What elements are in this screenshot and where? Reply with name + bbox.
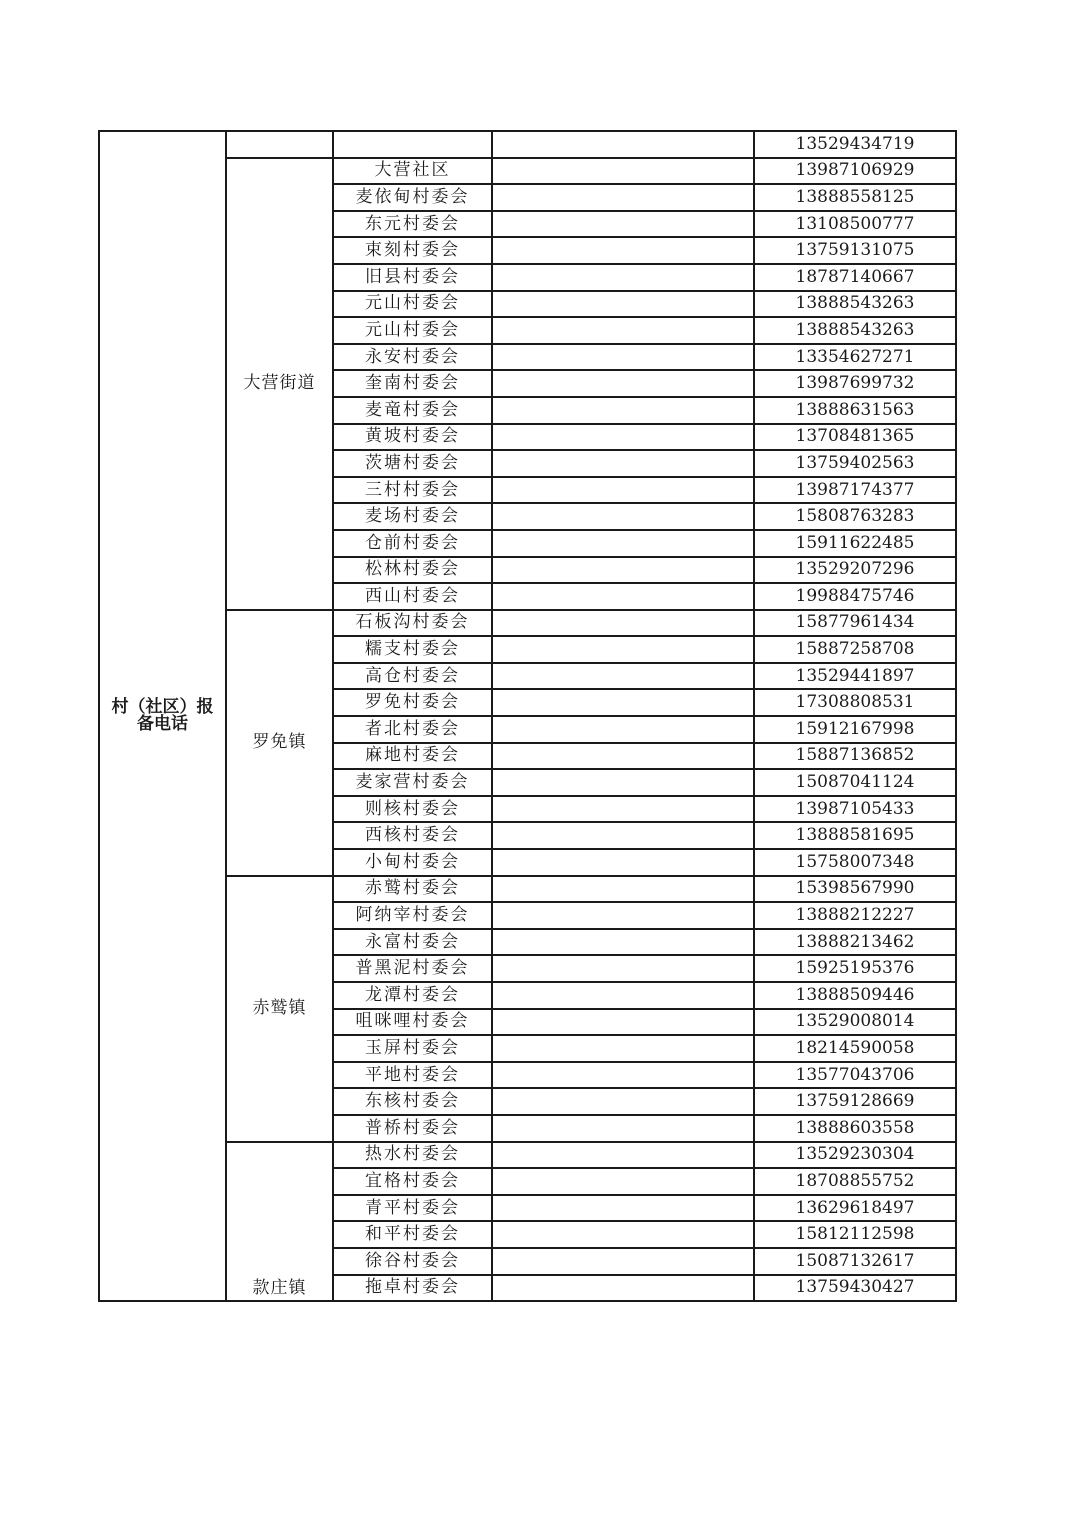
phone-cell: 18214590058	[754, 1035, 956, 1062]
blank-cell	[492, 1115, 754, 1142]
village-cell: 旧县村委会	[333, 264, 492, 291]
table-row	[99, 1142, 956, 1169]
village-cell: 西核村委会	[333, 822, 492, 849]
blank-cell	[492, 450, 754, 477]
village-cell: 东核村委会	[333, 1088, 492, 1115]
phone-cell: 15087041124	[754, 769, 956, 796]
phone-cell: 13987106929	[754, 158, 956, 185]
blank-cell	[492, 849, 754, 876]
blank-cell	[492, 636, 754, 663]
phone-cell: 15925195376	[754, 955, 956, 982]
phone-cell: 15887136852	[754, 743, 956, 770]
village-cell: 东元村委会	[333, 211, 492, 238]
blank-cell	[492, 530, 754, 557]
village-cell: 罗免村委会	[333, 689, 492, 716]
blank-cell	[492, 902, 754, 929]
phone-cell: 13888603558	[754, 1115, 956, 1142]
village-cell: 麦家营村委会	[333, 769, 492, 796]
village-cell: 宜格村委会	[333, 1168, 492, 1195]
phone-cell: 13888509446	[754, 982, 956, 1009]
village-cell: 元山村委会	[333, 317, 492, 344]
village-cell: 黄坡村委会	[333, 424, 492, 451]
blank-cell	[492, 796, 754, 823]
phone-cell: 13888212227	[754, 902, 956, 929]
phone-cell: 13629618497	[754, 1195, 956, 1222]
phone-cell: 15398567990	[754, 876, 956, 903]
blank-cell	[492, 1088, 754, 1115]
blank-cell	[492, 769, 754, 796]
blank-cell	[492, 237, 754, 264]
phone-cell: 13888581695	[754, 822, 956, 849]
phone-cell: 13708481365	[754, 424, 956, 451]
village-cell: 热水村委会	[333, 1142, 492, 1169]
blank-cell	[492, 955, 754, 982]
phone-cell: 15087132617	[754, 1248, 956, 1275]
village-cell: 赤鹫村委会	[333, 876, 492, 903]
town-cell-empty	[226, 131, 333, 158]
village-cell: 永富村委会	[333, 929, 492, 956]
phone-cell: 13529207296	[754, 557, 956, 584]
phone-cell: 13759131075	[754, 237, 956, 264]
table-row	[99, 876, 956, 903]
phone-cell: 13987174377	[754, 477, 956, 504]
blank-cell	[492, 184, 754, 211]
village-cell: 元山村委会	[333, 291, 492, 318]
village-cell: 麦竜村委会	[333, 397, 492, 424]
phone-cell: 13529230304	[754, 1142, 956, 1169]
phone-cell: 13108500777	[754, 211, 956, 238]
village-cell: 普黑泥村委会	[333, 955, 492, 982]
blank-cell	[492, 822, 754, 849]
blank-cell	[492, 663, 754, 690]
phone-cell: 13888213462	[754, 929, 956, 956]
blank-cell	[492, 1195, 754, 1222]
town-cell: 罗免镇	[226, 610, 333, 876]
category-label-cell	[99, 131, 226, 1301]
phone-cell: 13354627271	[754, 344, 956, 371]
village-cell: 小甸村委会	[333, 849, 492, 876]
category-label-line: 备电话	[137, 714, 188, 735]
phone-cell: 13888543263	[754, 291, 956, 318]
phone-cell: 19988475746	[754, 583, 956, 610]
blank-cell	[492, 370, 754, 397]
village-cell: 束刻村委会	[333, 237, 492, 264]
blank-cell	[492, 397, 754, 424]
blank-cell	[492, 1035, 754, 1062]
phone-cell: 13759128669	[754, 1088, 956, 1115]
village-cell: 石板沟村委会	[333, 610, 492, 637]
village-cell-empty	[333, 131, 492, 158]
village-cell: 玉屏村委会	[333, 1035, 492, 1062]
blank-cell	[492, 557, 754, 584]
village-cell: 青平村委会	[333, 1195, 492, 1222]
category-label-line: 村（社区）报	[111, 697, 214, 718]
table-row	[99, 158, 956, 185]
phone-cell: 15812112598	[754, 1221, 956, 1248]
phone-cell: 13529008014	[754, 1009, 956, 1036]
phone-cell: 15808763283	[754, 503, 956, 530]
blank-cell	[492, 1142, 754, 1169]
blank-cell	[492, 716, 754, 743]
blank-cell	[492, 1168, 754, 1195]
phone-directory-table	[98, 130, 957, 1302]
blank-cell	[492, 876, 754, 903]
table-body	[99, 131, 956, 1301]
phone-cell: 15912167998	[754, 716, 956, 743]
village-cell: 徐谷村委会	[333, 1248, 492, 1275]
phone-cell: 18787140667	[754, 264, 956, 291]
blank-cell	[492, 131, 754, 158]
village-cell: 茨塘村委会	[333, 450, 492, 477]
village-cell: 三村村委会	[333, 477, 492, 504]
village-cell: 高仓村委会	[333, 663, 492, 690]
blank-cell	[492, 982, 754, 1009]
village-cell: 麦依甸村委会	[333, 184, 492, 211]
village-cell: 则核村委会	[333, 796, 492, 823]
phone-cell: 18708855752	[754, 1168, 956, 1195]
village-cell: 和平村委会	[333, 1221, 492, 1248]
blank-cell	[492, 1275, 754, 1302]
phone-cell: 13888631563	[754, 397, 956, 424]
phone-cell: 13759402563	[754, 450, 956, 477]
town-cell: 赤鹫镇	[226, 876, 333, 1142]
blank-cell	[492, 610, 754, 637]
phone-cell: 13888558125	[754, 184, 956, 211]
blank-cell	[492, 743, 754, 770]
village-cell: 松林村委会	[333, 557, 492, 584]
village-cell: 麦场村委会	[333, 503, 492, 530]
village-cell: 咀咪哩村委会	[333, 1009, 492, 1036]
phone-cell: 13987105433	[754, 796, 956, 823]
phone-cell: 13759430427	[754, 1275, 956, 1302]
village-cell: 仓前村委会	[333, 530, 492, 557]
phone-cell: 13577043706	[754, 1062, 956, 1089]
phone-cell: 13987699732	[754, 370, 956, 397]
blank-cell	[492, 1248, 754, 1275]
blank-cell	[492, 264, 754, 291]
blank-cell	[492, 477, 754, 504]
village-cell: 奎南村委会	[333, 370, 492, 397]
village-cell: 糯支村委会	[333, 636, 492, 663]
town-cell: 款庄镇	[226, 1142, 333, 1302]
phone-cell: 13529441897	[754, 663, 956, 690]
blank-cell	[492, 503, 754, 530]
blank-cell	[492, 1009, 754, 1036]
phone-cell: 15877961434	[754, 610, 956, 637]
blank-cell	[492, 1062, 754, 1089]
village-cell: 永安村委会	[333, 344, 492, 371]
blank-cell	[492, 291, 754, 318]
town-cell: 大营街道	[226, 158, 333, 610]
phone-cell: 13888543263	[754, 317, 956, 344]
village-cell: 西山村委会	[333, 583, 492, 610]
phone-cell: 15758007348	[754, 849, 956, 876]
blank-cell	[492, 583, 754, 610]
village-cell: 平地村委会	[333, 1062, 492, 1089]
phone-cell: 17308808531	[754, 689, 956, 716]
phone-cell: 13529434719	[754, 131, 956, 158]
blank-cell	[492, 317, 754, 344]
blank-cell	[492, 424, 754, 451]
village-cell: 者北村委会	[333, 716, 492, 743]
blank-cell	[492, 211, 754, 238]
village-cell: 拖卓村委会	[333, 1275, 492, 1302]
village-cell: 麻地村委会	[333, 743, 492, 770]
village-cell: 龙潭村委会	[333, 982, 492, 1009]
blank-cell	[492, 689, 754, 716]
phone-cell: 15887258708	[754, 636, 956, 663]
blank-cell	[492, 344, 754, 371]
blank-cell	[492, 929, 754, 956]
blank-cell	[492, 158, 754, 185]
table-row	[99, 610, 956, 637]
village-cell: 普桥村委会	[333, 1115, 492, 1142]
village-cell: 阿纳宰村委会	[333, 902, 492, 929]
blank-cell	[492, 1221, 754, 1248]
phone-cell: 15911622485	[754, 530, 956, 557]
village-cell: 大营社区	[333, 158, 492, 185]
table-row	[99, 131, 956, 158]
